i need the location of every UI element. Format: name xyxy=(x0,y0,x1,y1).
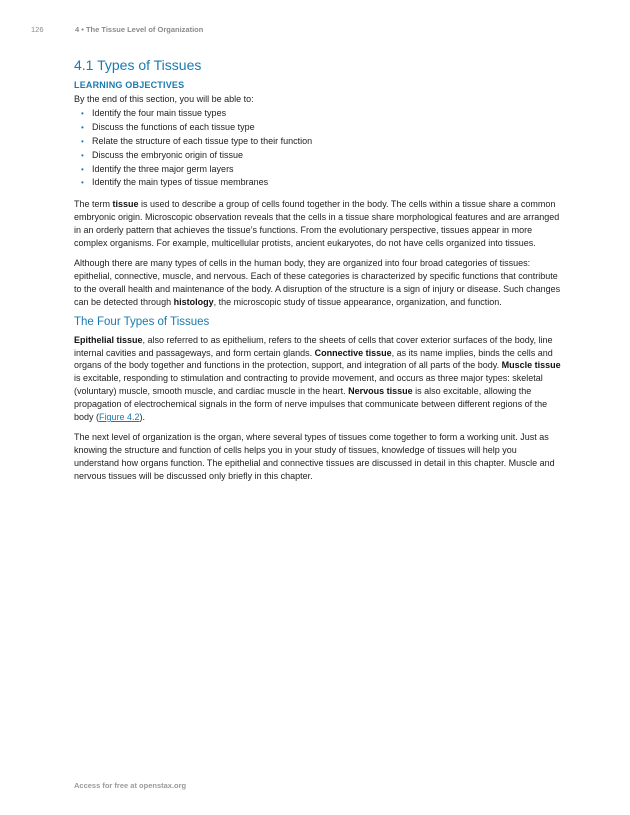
text-run: , also referred to as epithelium, refers to the sheets of cells that cover exterior surfaces of the body, line internal cavities and passageways, and form certain glands. xyxy=(74,334,553,358)
key-term: histology xyxy=(173,296,214,307)
objectives-list xyxy=(74,107,562,190)
running-head xyxy=(31,25,203,34)
list-item: • Identify the four main tissue types xyxy=(74,107,562,121)
text-run: is used to describe a group of cells found together in the body. The cells within a tissue share a common embryonic origin. Microscopic observation reveals that the cells in a tissue share morphological features and are arranged in an orderly pattern that achieves the tissue’s functions. From the evolutionary perspective, tissues appear in more complex organisms. For example, multicellular protists, ancient eukaryotes, do not have cells organized into tissues. xyxy=(74,199,560,249)
paragraph-tissue-definition xyxy=(74,198,562,250)
paragraph-tissue-categories xyxy=(74,257,562,309)
section-title: 4.1 Types of Tissues xyxy=(74,57,202,73)
text-run: ). xyxy=(139,412,146,423)
list-item: • Discuss the embryonic origin of tissue xyxy=(74,149,562,163)
text-run: , the microscopic study of tissue appearance, organization, and function. xyxy=(213,296,502,307)
list-item: • Relate the structure of each tissue type to their function xyxy=(74,135,562,149)
key-term: Connective tissue xyxy=(314,347,392,358)
running-title: 4 • The Tissue Level of Organization xyxy=(75,25,204,34)
objectives-intro: By the end of this section, you will be able to: xyxy=(74,94,254,104)
key-term: tissue xyxy=(112,199,139,210)
list-item: • Identify the three major germ layers xyxy=(74,163,562,177)
text-run: , as its name implies, binds the cells and organs of the body together and functions in the protection, support, and integration of all parts of the body. xyxy=(74,347,553,371)
list-item: • Identify the main types of tissue membranes xyxy=(74,176,562,190)
figure-link[interactable]: Figure 4.2 xyxy=(99,412,140,423)
paragraph-organ-level: The next level of organization is the organ, where several types of tissues come together to form a working unit. Just as knowing the structure and function of cells helps you in your study of tissues, knowledge of tissues will help you understand how organs function. The epithelial and connective tissues are discussed in detail in this chapter. Muscle and nervous tissues will be discussed only briefly in this chapter. xyxy=(74,431,555,481)
key-term: Epithelial tissue xyxy=(74,334,143,345)
paragraph-four-types xyxy=(74,334,562,424)
text-run: The term xyxy=(74,199,113,210)
list-item: • Discuss the functions of each tissue type xyxy=(74,121,562,135)
learning-objectives-heading: LEARNING OBJECTIVES xyxy=(74,80,185,90)
page-number: 126 xyxy=(31,25,44,34)
key-term: Nervous tissue xyxy=(348,386,413,397)
text-run: is also excitable, allowing the propagation of electrochemical signals in the form of nerve impulses that communicate between different regions of the body ( xyxy=(74,386,548,423)
text-run: Although there are many types of cells in the human body, they are organized into four broad categories of tissues: epithelial, connective, muscle, and nervous. Each of these categories is characterized by specific functions that contribute to the overall health and maintenance of the body. A disruption of the structure is a sign of injury or disease. Such changes can be detected through xyxy=(74,257,561,307)
key-term: Muscle tissue xyxy=(501,360,561,371)
page-content xyxy=(74,57,562,490)
footer: Access for free at openstax.org xyxy=(74,781,187,790)
subsection-title: The Four Types of Tissues xyxy=(74,315,210,328)
text-run: is excitable, responding to stimulation and contracting to provide movement, and occurs as three major types: skeletal (voluntary) muscle, smooth muscle, and cardiac muscle in the heart. xyxy=(74,373,543,397)
